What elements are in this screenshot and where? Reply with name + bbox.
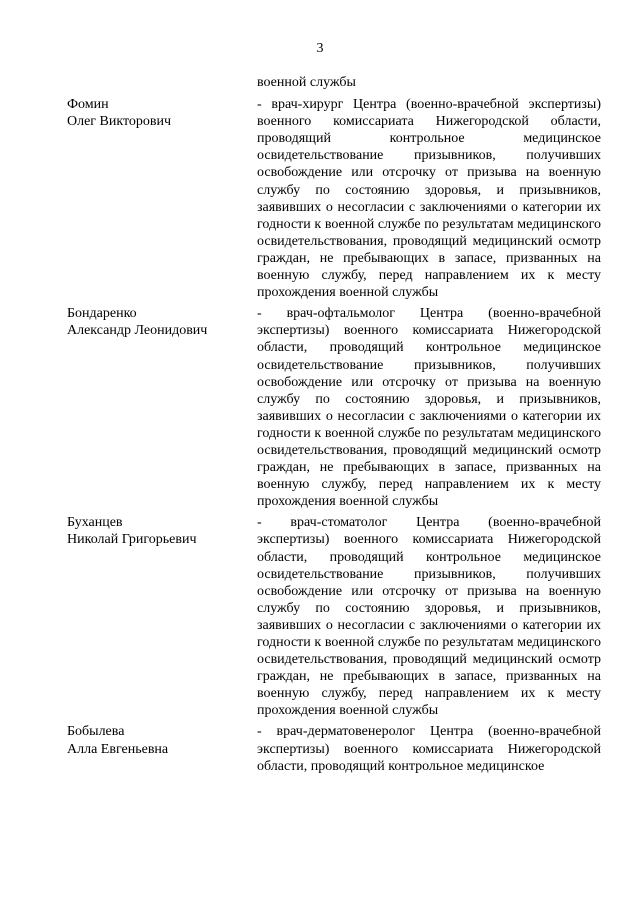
member-name [67, 96, 257, 301]
member-surname: Бондаренко [67, 306, 137, 322]
member-given-name: Алла Евгеньевна [67, 741, 169, 757]
member-entry [67, 723, 607, 774]
member-surname: Фомин [67, 97, 109, 113]
member-name [67, 305, 257, 510]
member-given-name: Николай Григорьевич [67, 532, 197, 548]
member-surname: Буханцев [67, 515, 123, 531]
member-role: - врач-офтальмолог Центра (военно-врачебной экспертизы) военного комиссариата Нижегородской области, проводящий контрольное медицинское освидетельствование призывников, получивших освобождение или отсрочку от призыва на военную службу по состоянию здоровья, и призывников, заявивших о несогласии с заключениями о категории их годности к военной службе по результатам медицинского освидетельствования, проводящий медицинский осмотр граждан, не пребывающих в запасе, призванных на военную службу, перед направлением их к месту прохождения военной службы [257, 306, 601, 510]
member-entry [67, 96, 607, 301]
member-surname: Бобылева [67, 724, 125, 740]
page-number: 3 [316, 41, 324, 56]
member-role: - врач-стоматолог Центра (военно-врачебной экспертизы) военного комиссариата Нижегородской области, проводящий контрольное медицинское освидетельствование призывников, получивших освобождение или отсрочку от призыва на военную службу по состоянию здоровья, и призывников, заявивших о несогласии с заключениями о категории их годности к военной службе по результатам медицинского освидетельствования, проводящий медицинский осмотр граждан, не пребывающих в запасе, призванных на военную службу, перед направлением их к месту прохождения военной службы [257, 515, 601, 719]
member-entry [67, 514, 607, 719]
member-entry [67, 305, 607, 510]
continuation-text: военной службы [257, 75, 356, 90]
member-role: - врач-дерматовенеролог Центра (военно-врачебной экспертизы) военного комиссариата Нижегородской области, проводящий контрольное медицинское [257, 724, 601, 774]
member-name [67, 723, 257, 774]
member-given-name: Александр Леонидович [67, 323, 208, 339]
member-role: - врач-хирург Центра (военно-врачебной экспертизы) военного комиссариата Нижегородской области, проводящий контрольное медицинское освидетельствование призывников, получивших освобождение или отсрочку от призыва на военную службу по состоянию здоровья, и призывников, заявивших о несогласии с заключениями о категории их годности к военной службе по результатам медицинского освидетельствования, проводящий медицинский осмотр граждан, не пребывающих в запасе, призванных на военную службу, перед направлением их к месту прохождения военной службы [257, 97, 601, 301]
document-body [67, 74, 607, 779]
member-given-name: Олег Викторович [67, 114, 172, 130]
member-name [67, 514, 257, 719]
